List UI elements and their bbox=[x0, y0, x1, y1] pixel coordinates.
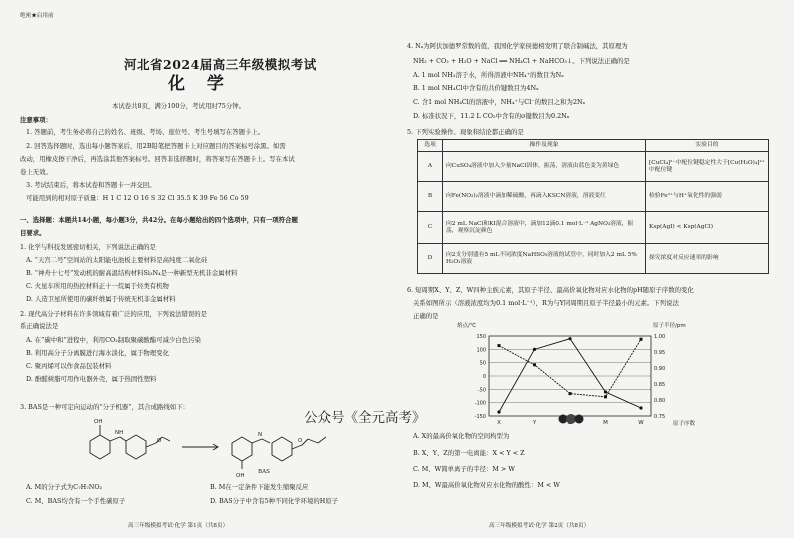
svg-text:N: N bbox=[258, 432, 263, 438]
svg-text:O: O bbox=[157, 438, 162, 444]
table-header: 实验目的 bbox=[646, 140, 769, 152]
y-left-tick-label: -150 bbox=[474, 414, 486, 420]
section-heading-cont: 目要求。 bbox=[20, 229, 46, 237]
q2-option-a: A. 在“碳中和”进程中，利用CO₂制取聚碳酸酯可减少白色污染 bbox=[26, 336, 201, 344]
exam-title: 河北省2024届高三年级模拟考试 bbox=[124, 57, 317, 72]
table-cell: C bbox=[418, 212, 443, 244]
table-header: 选项 bbox=[418, 140, 443, 152]
question-1: 1. 化学与科技发展密切相关，下列说法正确的是 bbox=[20, 243, 156, 251]
q4-option-b: B. 1 mol NH₄Cl中含有的共价键数目为4Nₐ bbox=[413, 84, 539, 92]
table-cell: 向CuSO₄溶液中加入少量NaCl固体，振荡，溶液由蓝色变为黄绿色 bbox=[443, 152, 646, 182]
svg-text:O: O bbox=[298, 438, 303, 444]
y-right-tick-label: 0.85 bbox=[654, 382, 666, 388]
experiment-table bbox=[417, 139, 769, 274]
q6-option-d: D. M、W最高价氧化物对应水化物的酸性：M < W bbox=[413, 481, 560, 489]
atomic-masses: 可能用到的相对原子质量：H 1 C 12 O 16 S 32 Cl 35.5 K 39 Fe 56 Co 59 bbox=[26, 194, 249, 202]
note-2-cont: 改动，用橡皮擦干净后，再选涂其他答案标号。回答非选择题时，将答案写在答题卡上。写在本试 bbox=[20, 155, 295, 163]
table-cell: B bbox=[418, 182, 443, 212]
page-footer-2: 高三年级模拟考试·化学 第2页（共8页） bbox=[489, 523, 590, 529]
x-tick-label: Y bbox=[532, 420, 537, 426]
page-2 bbox=[304, 0, 794, 538]
chart-y-right-label: 原子半径/pm bbox=[653, 323, 686, 329]
table-cell: [CuCl₄]²⁻中配位键稳定性大于[Cu(H₂O)₄]²⁺中配位键 bbox=[646, 152, 769, 182]
table-cell: Ksp(AgI) < Ksp(AgCl) bbox=[646, 212, 769, 244]
series-line-atomic-radius bbox=[499, 339, 641, 397]
question-3: 3. BAS是一种可定向运动的“分子机器”，其合成路线如下： bbox=[20, 403, 189, 411]
chart-series bbox=[497, 337, 642, 414]
table-row bbox=[418, 152, 769, 182]
question-5: 5. 下列实验操作、现象和结论都正确的是 bbox=[407, 128, 524, 136]
element-chart bbox=[455, 318, 715, 428]
q1-option-b: B. “神舟十七号”发动机的耐高温结构材料Si₃N₄是一种新型无机非金属材料 bbox=[26, 269, 238, 277]
q6-option-a: A. X的最高价氧化物的空间构型为 bbox=[413, 432, 510, 440]
q1-option-a: A. “天宫二号”空间站的太阳能电池板主要材料是高纯度二氧化硅 bbox=[26, 256, 208, 264]
x-tick-label: W bbox=[638, 420, 644, 426]
y-right-tick-label: 0.75 bbox=[654, 414, 666, 420]
chart-x-label: 原子序数 bbox=[673, 421, 696, 427]
page-footer-1: 高三年级模拟考试·化学 第1页（共8页） bbox=[128, 523, 229, 529]
table-cell: 检验Fe²⁺与H⁺氧化性的强弱 bbox=[646, 182, 769, 212]
q4-option-a: A. 1 mol NH₃溶于水，所得溶液中NH₄⁺的数目为Nₐ bbox=[413, 71, 564, 79]
series-point-atomic-radius bbox=[569, 392, 572, 395]
series-line-melting-point bbox=[499, 339, 641, 412]
series-point-melting-point bbox=[497, 410, 500, 413]
q3-option-a: A. M的分子式为C₇H₇NO₂ bbox=[26, 483, 103, 491]
question-2-cont: 系正确说法是 bbox=[20, 322, 59, 330]
table-header-row bbox=[418, 140, 769, 152]
y-left-tick-label: -100 bbox=[474, 400, 486, 407]
q4-option-d: D. 标准状况下，11.2 L CO₂中含有的σ键数目为0.2Nₐ bbox=[413, 112, 570, 120]
x-tick-label: M bbox=[603, 420, 608, 426]
y-right-tick-label: 0.80 bbox=[654, 398, 666, 404]
series-point-atomic-radius bbox=[640, 338, 643, 341]
series-point-atomic-radius bbox=[498, 344, 501, 347]
svg-text:OH: OH bbox=[94, 419, 103, 425]
q3-option-d: D. BAS分子中含有5种不同化学环境的H原子 bbox=[210, 497, 339, 505]
y-left-tick-label: 0 bbox=[482, 374, 486, 380]
intro-line: 本试卷共8页，满分100分，考试用时75分钟。 bbox=[112, 102, 246, 110]
svg-text:OH: OH bbox=[236, 473, 245, 479]
y-left-tick-label: 50 bbox=[479, 360, 486, 367]
table-row bbox=[418, 244, 769, 274]
y-left-tick-label: 150 bbox=[476, 334, 486, 340]
q2-option-b: B. 利用高分子分离膜进行海水淡化，属于物理变化 bbox=[26, 349, 169, 357]
series-point-atomic-radius bbox=[604, 395, 607, 398]
subject-title: 化 学 bbox=[168, 74, 232, 94]
secret-mark: 绝密★启用前 bbox=[20, 13, 54, 19]
series-point-melting-point bbox=[533, 348, 536, 351]
y-left-tick-label: -50 bbox=[477, 387, 486, 394]
question-6-cont: 关系如图所示（溶液浓度均为0.1 mol·L⁻¹），R为与Y同周期且原子半径最小的元素。下列说法 bbox=[413, 299, 679, 307]
q6-option-c: C. M、W简单离子的半径：M > W bbox=[413, 465, 515, 473]
y-right-tick-label: 1.00 bbox=[654, 334, 666, 340]
q2-option-d: D. 酚醛树脂可用作电器外壳，属于热固性塑料 bbox=[26, 375, 157, 383]
q6-option-b: B. X、Y、Z的第一电离能：X < Y < Z bbox=[413, 449, 525, 457]
series-point-atomic-radius bbox=[533, 363, 536, 366]
chart-grid bbox=[489, 336, 651, 416]
table-cell: 探究浓度对反应速率的影响 bbox=[646, 244, 769, 274]
chart-y-left-label: 熔点/℃ bbox=[457, 323, 477, 329]
table-row bbox=[418, 182, 769, 212]
y-right-tick-label: 0.90 bbox=[654, 366, 666, 372]
question-4: 4. Nₐ为阿伏加德罗常数的值，我国化学家侯德榜发明了联合制碱法，其原理为 bbox=[407, 42, 628, 50]
q3-option-b: B. M在一定条件下能发生缩聚反应 bbox=[210, 483, 309, 491]
q1-option-d: D. 人造卫星所使用的碳纤维属于传统无机非金属材料 bbox=[26, 295, 176, 303]
notes-title: 注意事项： bbox=[20, 116, 52, 124]
svg-text:NH: NH bbox=[115, 430, 124, 436]
note-2-end: 卷上无效。 bbox=[20, 168, 52, 176]
table-cell: 向Fe(NO₃)₂溶液中滴加稀硫酸，再滴入KSCN溶液，溶液变红 bbox=[443, 182, 646, 212]
note-2: 2. 回答选择题时，选出每小题答案后，用2B铅笔把答题卡上对应题目的答案标号涂黑。如需 bbox=[26, 142, 286, 150]
series-point-melting-point bbox=[604, 390, 607, 393]
series-point-melting-point bbox=[639, 406, 642, 409]
question-2: 2. 现代高分子材料在许多领域有着广泛的应用，下列说法错误的是 bbox=[20, 310, 208, 318]
watermark-text: 公众号《全元高考》 bbox=[304, 410, 426, 426]
question-6: 6. 短周期X、Y、Z、W四种主族元素，其原子半径、最高价氧化物对应水化物的pH随原子序数的变化 bbox=[407, 286, 694, 294]
note-3: 3. 考试结束后，将本试卷和答题卡一并交回。 bbox=[26, 181, 156, 189]
y-left-tick-label: 100 bbox=[476, 347, 486, 354]
table-cell: A bbox=[418, 152, 443, 182]
q3-option-c: C. M、BAS均含有一个手性碳原子 bbox=[26, 497, 126, 505]
table-cell: D bbox=[418, 244, 443, 274]
q1-option-c: C. 火星车所用的热控材料正十一烷属于烃类有机物 bbox=[26, 282, 169, 290]
section-heading: 一、选择题：本题共14小题，每小题3分，共42分。在每小题给出的四个选项中，只有一项符合题 bbox=[20, 216, 298, 224]
bas-label: BAS bbox=[258, 469, 270, 475]
y-right-tick-label: 0.95 bbox=[654, 350, 666, 356]
q4-option-c: C. 含1 mol NH₄Cl的溶液中，NH₄⁺与Cl⁻的数目之和为2Nₐ bbox=[413, 98, 586, 106]
note-1: 1. 答题前，考生务必将自己的姓名、班级、考场、座位号、考生号填写在答题卡上。 bbox=[26, 128, 265, 136]
table-row bbox=[418, 212, 769, 244]
molecule-model-icon bbox=[557, 413, 585, 425]
question-6-end: 正确的是 bbox=[413, 312, 439, 320]
q2-option-c: C. 聚丙烯可以作食品包装材料 bbox=[26, 362, 112, 370]
table-cell: 向2支分别盛有5 mL不同浓度NaHSO₃溶液的试管中，同时加入2 mL 5% H₂O₂溶液 bbox=[443, 244, 646, 274]
series-point-melting-point bbox=[568, 337, 571, 340]
table-header: 操作及现象 bbox=[443, 140, 646, 152]
x-tick-label: X bbox=[497, 420, 501, 426]
q4-equation: NH₃ + CO₂ + H₂O + NaCl ══ NH₄Cl + NaHCO₃↓。下列说法正确的是 bbox=[413, 57, 630, 65]
table-cell: 向2 mL NaCl和KI混合溶液中，滴加12滴0.1 mol·L⁻¹ AgNO₃溶液，振荡，观察沉淀颜色 bbox=[443, 212, 646, 244]
